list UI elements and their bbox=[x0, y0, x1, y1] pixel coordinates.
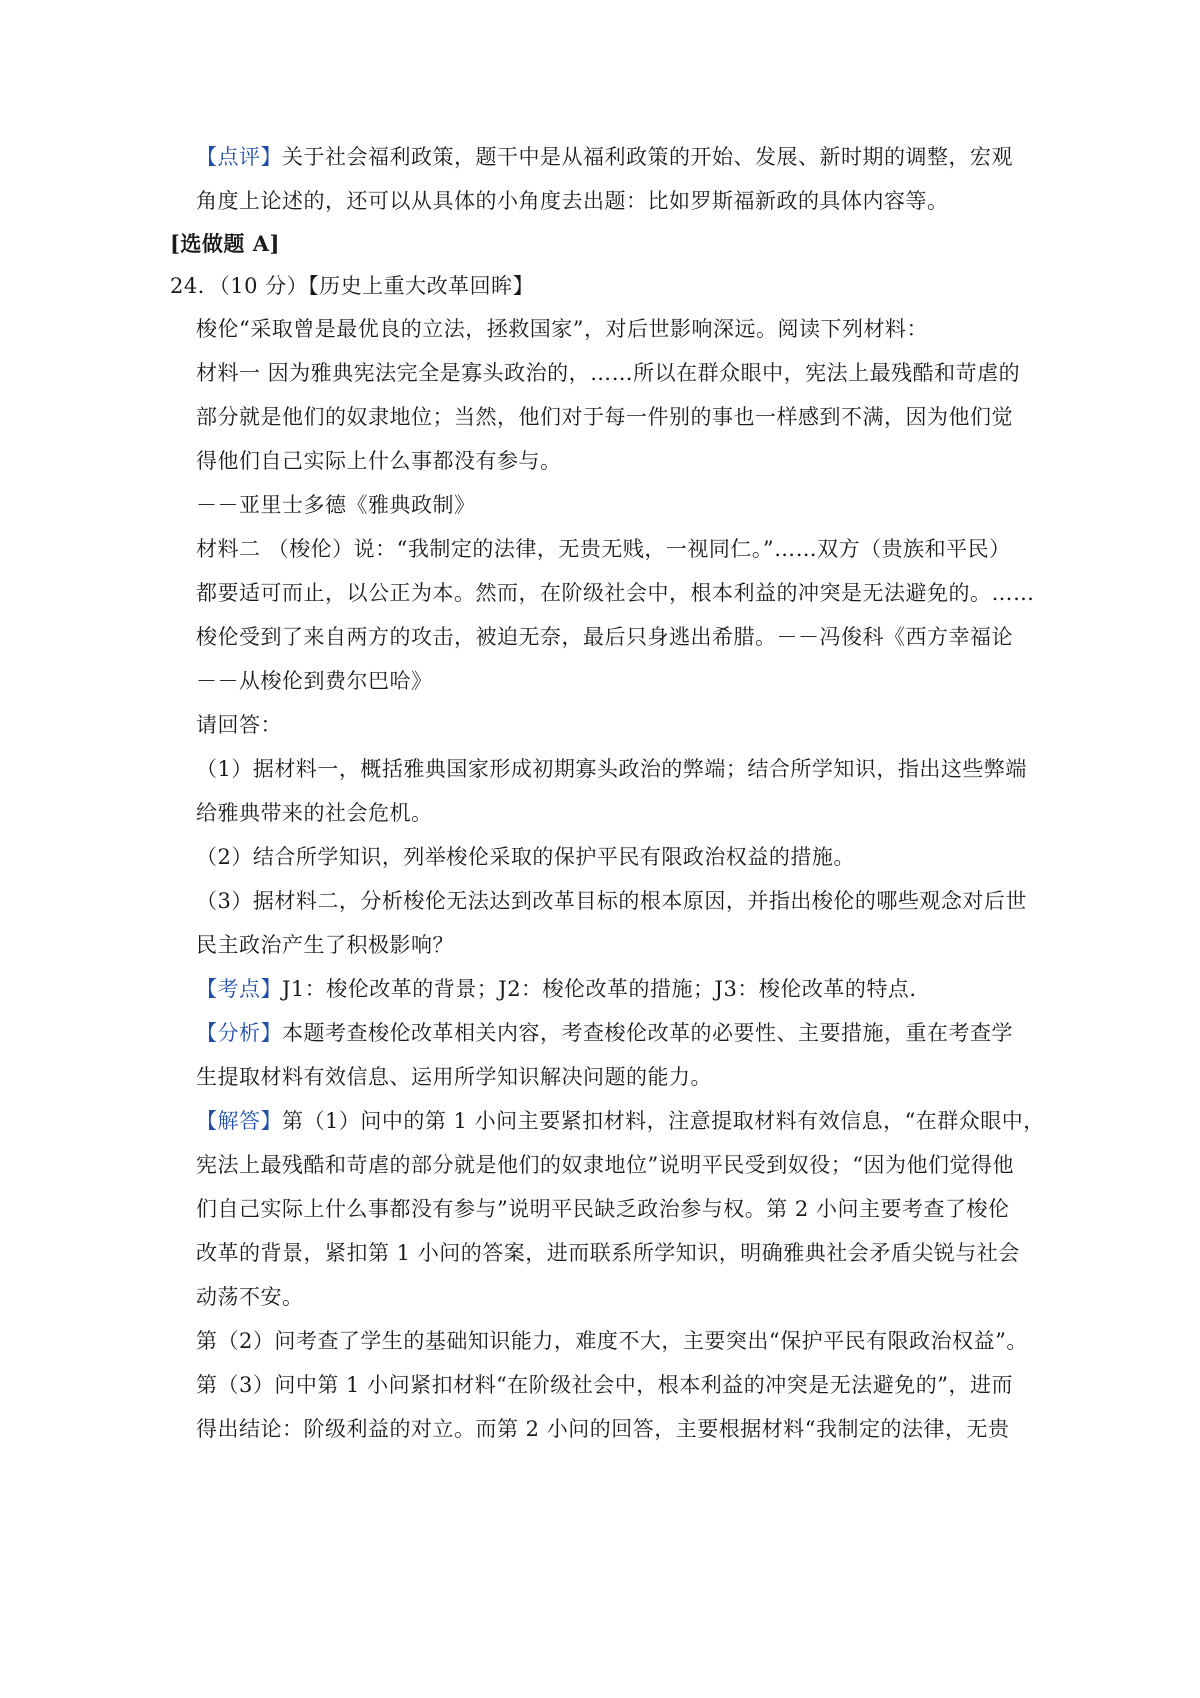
jieda-line-8: 得出结论：阶级利益的对立。而第 2 小问的回答，主要根据材料“我制定的法律，无贵 bbox=[196, 1417, 1010, 1441]
material1-line-1: 材料一 因为雅典宪法完全是寡头政治的，……所以在群众眼中，宪法上最残酷和苛虐的 bbox=[196, 361, 1021, 385]
question-prompt: 请回答： bbox=[196, 713, 282, 737]
jieda-line-4: 改革的背景，紧扣第 1 小问的答案，进而联系所学知识，明确雅典社会矛盾尖锐与社会 bbox=[196, 1241, 1020, 1265]
fenxi-tag: 【分析】 bbox=[196, 1021, 282, 1045]
q1-line-1: （1）据材料一，概括雅典国家形成初期寡头政治的弊端；结合所学知识，指出这些弊端 bbox=[196, 757, 1027, 781]
kaodian-text: J1：梭伦改革的背景；J2：梭伦改革的措施；J3：梭伦改革的特点. bbox=[282, 977, 917, 1001]
comment-line-1 bbox=[196, 142, 1013, 172]
jieda-line-3: 们自己实际上什么事都没有参与”说明平民缺乏政治参与权。第 2 小问主要考查了梭伦 bbox=[196, 1197, 1010, 1221]
material1-source: －－亚里士多德《雅典政制》 bbox=[196, 493, 476, 517]
comment-tag: 【点评】 bbox=[196, 145, 282, 169]
kaodian-tag: 【考点】 bbox=[196, 977, 282, 1001]
q3-line-1: （3）据材料二，分析梭伦无法达到改革目标的根本原因，并指出梭伦的哪些观念对后世 bbox=[196, 889, 1027, 913]
q2-line: （2）结合所学知识，列举梭伦采取的保护平民有限政治权益的措施。 bbox=[196, 845, 855, 869]
q3-line-2: 民主政治产生了积极影响？ bbox=[196, 933, 454, 957]
jieda-tag: 【解答】 bbox=[196, 1109, 282, 1133]
kaodian-line bbox=[196, 974, 917, 1004]
jieda-line-1 bbox=[196, 1106, 1045, 1136]
material2-line-4: －－从梭伦到费尔巴哈》 bbox=[196, 669, 433, 693]
q1-line-2: 给雅典带来的社会危机。 bbox=[196, 801, 433, 825]
jieda-text-1: 第（1）问中的第 1 小问主要紧扣材料，注意提取材料有效信息，“在群众眼中， bbox=[282, 1109, 1045, 1133]
material2-line-2: 都要适可而止，以公正为本。然而，在阶级社会中，根本利益的冲突是无法避免的。…… bbox=[196, 581, 1035, 605]
section-heading: [选做题 A] bbox=[170, 231, 280, 256]
jieda-line-2: 宪法上最残酷和苛虐的部分就是他们的奴隶地位”说明平民受到奴役；“因为他们觉得他 bbox=[196, 1153, 1014, 1177]
jieda-line-6: 第（2）问考查了学生的基础知识能力，难度不大，主要突出“保护平民有限政治权益”。 bbox=[196, 1329, 1028, 1353]
question-header: 24．（10 分）【历史上重大改革回眸】 bbox=[170, 274, 535, 298]
fenxi-line-1 bbox=[196, 1018, 1013, 1048]
question-intro: 梭伦“采取曾是最优良的立法，拯救国家”，对后世影响深远。阅读下列材料： bbox=[196, 317, 928, 341]
fenxi-line-2: 生提取材料有效信息、运用所学知识解决问题的能力。 bbox=[196, 1065, 712, 1089]
material1-line-3: 得他们自己实际上什么事都没有参与。 bbox=[196, 449, 562, 473]
comment-line-2: 角度上论述的，还可以从具体的小角度去出题：比如罗斯福新政的具体内容等。 bbox=[196, 189, 949, 213]
jieda-line-5: 动荡不安。 bbox=[196, 1285, 304, 1309]
jieda-line-7: 第（3）问中第 1 小问紧扣材料“在阶级社会中，根本利益的冲突是无法避免的”，进而 bbox=[196, 1373, 1014, 1397]
material2-line-1: 材料二 （梭伦）说：“我制定的法律，无贵无贱，一视同仁。”……双方（贵族和平民） bbox=[196, 537, 1011, 561]
comment-text-1: 关于社会福利政策，题干中是从福利政策的开始、发展、新时期的调整，宏观 bbox=[282, 145, 1013, 169]
material1-line-2: 部分就是他们的奴隶地位；当然，他们对于每一件别的事也一样感到不满，因为他们觉 bbox=[196, 405, 1013, 429]
fenxi-text-1: 本题考查梭伦改革相关内容，考查梭伦改革的必要性、主要措施，重在考查学 bbox=[282, 1021, 1013, 1045]
material2-line-3: 梭伦受到了来自两方的攻击，被迫无奈，最后只身逃出希腊。－－冯俊科《西方幸福论 bbox=[196, 625, 1013, 649]
